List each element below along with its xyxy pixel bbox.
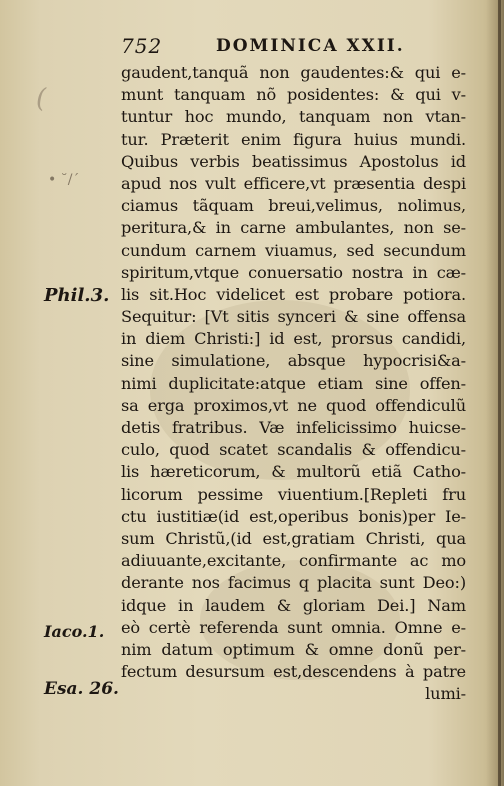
text-line: derante nos facimus q placita sunt Deo:) (121, 573, 466, 593)
text-line: cundum carnem viuamus, sed secundum (121, 240, 466, 260)
text-line: lis sit.Hoc videlicet est probare potiora. (121, 284, 466, 304)
text-line: eò certè referenda sunt omnia. Omne e- (121, 617, 466, 637)
text-line: idque in laudem & gloriam Dei.] Nam (121, 595, 466, 615)
text-line: nimi duplicitate:atque etiam sine offen- (121, 373, 466, 393)
text-line: ctu iustitiæ(id est,operibus bonis)per Ie- (121, 506, 466, 526)
page-edge-shadow (486, 0, 504, 786)
text-line: tuntur hoc mundo, tanquam non vtan- (121, 107, 466, 127)
text-line: adiuuante,excitante, confirmante ac mo (121, 551, 466, 571)
margin-note-esa: Esa. 26. (44, 679, 119, 699)
text-line: fectum desursum est,descendens à patre (121, 662, 466, 682)
text-line: nim datum optimum & omne donũ per- (121, 639, 466, 659)
text-line: peritura,& in carne ambulantes, non se- (121, 218, 466, 238)
text-line: munt tanquam nõ posidentes: & qui v- (121, 85, 466, 105)
text-line: Sequitur: [Vt sitis synceri & sine offensa (121, 307, 466, 327)
text-line: culo, quod scatet scandalis & offendicu- (121, 440, 466, 460)
text-line: gaudent,tanquã non gaudentes:& qui e- (121, 63, 466, 82)
text-line: spiritum,vtque conuersatio nostra in cæ- (121, 262, 466, 282)
running-title: DOMINICA XXII. (216, 36, 405, 56)
text-line: in diem Christi:] id est, prorsus candidi, (121, 329, 466, 349)
text-line: tur. Præterit enim figura huius mundi. (121, 129, 466, 149)
catchword: lumi- (425, 684, 466, 704)
margin-smudge: ( (36, 84, 47, 114)
text-line: ciamus tãquam breui,velimus, nolimus, (121, 196, 466, 216)
text-line: detis fratribus. Væ infelicissimo huicse- (121, 418, 466, 437)
text-line: licorum pessime viuentium.[Repleti fru (121, 484, 466, 504)
margin-note-iaco: Iaco.1. (44, 622, 105, 641)
page-number: 752 (121, 34, 163, 58)
text-line: sum Christũ,(id est,gratiam Christi, qua (121, 528, 466, 548)
margin-smudge: • ˘/´ (48, 172, 80, 188)
page-header (121, 34, 461, 60)
text-line: sine simulatione, absque hypocrisi&a- (121, 351, 466, 371)
main-text-block (121, 62, 466, 705)
text-line: apud nos vult efficere,vt præsentia despi (121, 173, 466, 193)
text-line: sa erga proximos,vt ne quod offendiculũ (121, 395, 466, 415)
text-line: Quibus verbis beatissimus Apostolus id (121, 151, 466, 171)
text-line: lis hæreticorum, & multorũ etiã Catho- (121, 462, 466, 482)
margin-note-phil: Phil.3. (44, 285, 110, 306)
